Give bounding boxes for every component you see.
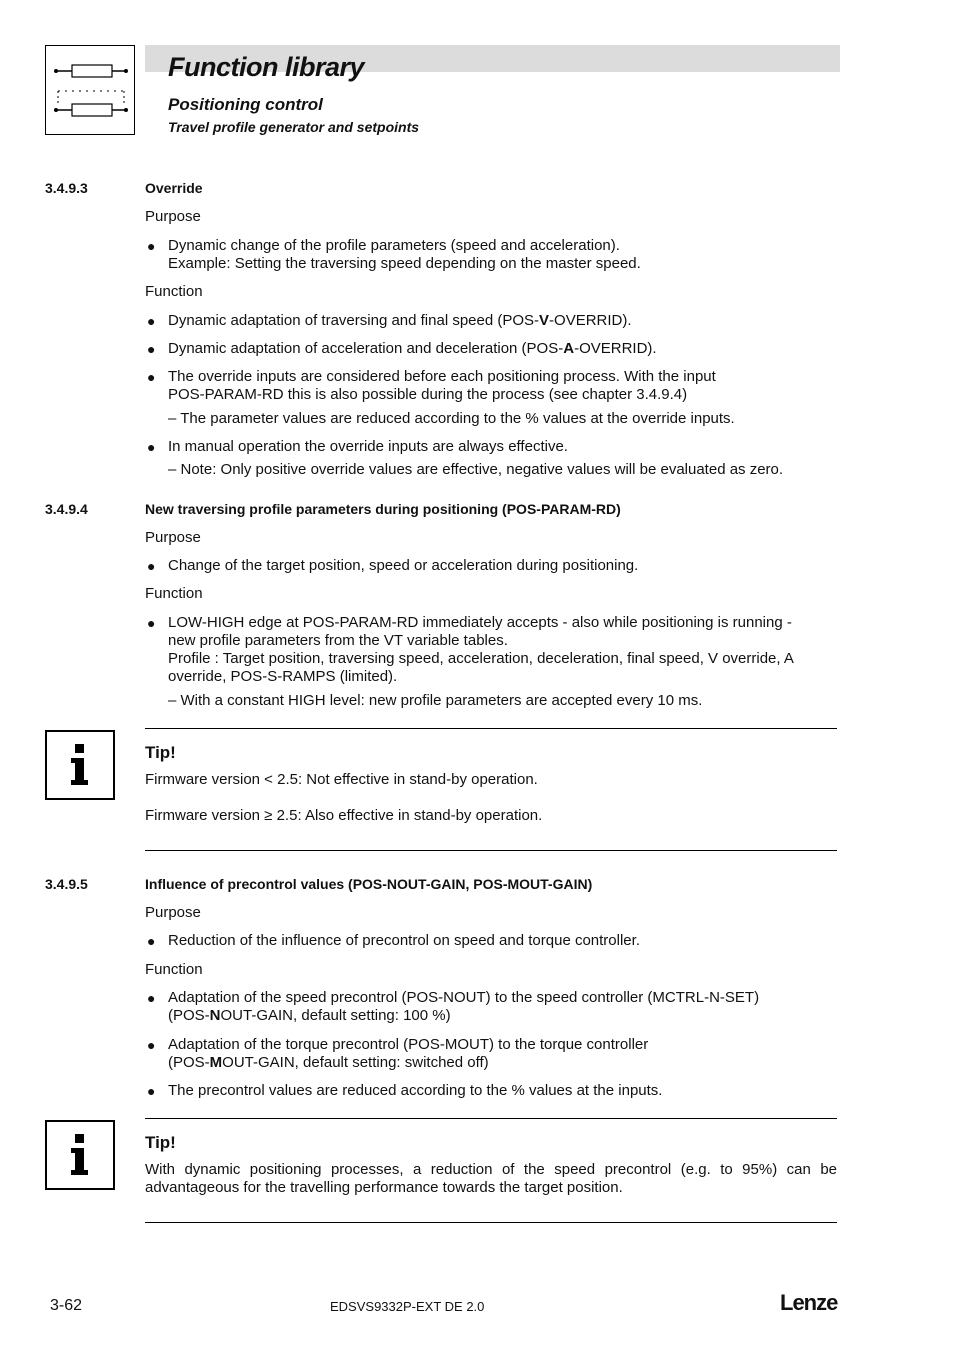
tip-text: Firmware version ≥ 2.5: Also effective in stand-by operation. [145,807,543,824]
function-item: In manual operation the override inputs are always effective. [168,438,568,455]
page-title: Function library [168,52,365,82]
bullet-icon: ● [147,1083,156,1099]
purpose-text: Reduction of the influence of precontrol on speed and torque controller. [168,932,640,949]
bullet-icon: ● [147,439,156,455]
bullet-icon: ● [147,369,156,385]
tip-title: Tip! [145,743,176,762]
purpose-label: Purpose [145,208,201,225]
function-subitem: – Note: Only positive override values are effective, negative values will be evaluated as zero. [168,461,784,478]
function-item: Adaptation of the torque precontrol (POS-MOUT) to the torque controller (POS-MOUT-GAIN, default setting: switched off) [168,1036,649,1071]
bullet-icon: ● [147,933,156,949]
section-title: Override [145,180,203,196]
divider [145,728,837,729]
purpose-text: Change of the target position, speed or acceleration during positioning. [168,557,639,574]
function-item: The override inputs are considered before each positioning process. With the input POS-PARAM-RD this is also possible during the process (see chapter 3.4.9.4) [168,368,716,403]
bullet-icon: ● [147,313,156,329]
section-title: New traversing profile parameters during positioning (POS-PARAM-RD) [145,501,621,517]
purpose-label: Purpose [145,529,201,546]
document-id: EDSVS9332P-EXT DE 2.0 [330,1299,485,1314]
function-item: Dynamic adaptation of traversing and final speed (POS-V-OVERRID). [168,312,632,329]
page-subsubtitle: Travel profile generator and setpoints [168,119,420,135]
page-number: 3-62 [50,1297,83,1314]
function-subitem: – With a constant HIGH level: new profile parameters are accepted every 10 ms. [168,692,703,709]
bullet-icon: ● [147,990,156,1006]
purpose-label: Purpose [145,904,201,921]
function-label: Function [145,961,203,978]
function-item: The precontrol values are reduced according to the % values at the inputs. [168,1082,663,1099]
bullet-icon: ● [147,341,156,357]
info-icon [45,730,115,800]
divider [145,850,837,851]
divider [145,1222,837,1223]
bullet-icon: ● [147,615,156,631]
tip-title: Tip! [145,1133,176,1152]
page-subtitle: Positioning control [168,95,323,114]
bullet-icon: ● [147,1037,156,1053]
function-label: Function [145,283,203,300]
section-number: 3.4.9.5 [45,876,88,892]
function-item: LOW-HIGH edge at POS-PARAM-RD immediately accepts - also while positioning is running - new profile parameters from the VT variable tables. Profile : Target position, traversing speed, acceleration, deceleration, final speed, V override, A override, POS-S-RAMPS (limited). [168,614,794,685]
section-number: 3.4.9.3 [45,180,88,196]
purpose-text: Dynamic change of the profile parameters (speed and acceleration). Example: Setting the traversing speed depending on the master speed. [168,237,641,272]
brand-logo: Lenze [780,1290,838,1315]
tip-text: With dynamic positioning processes, a reduction of the speed precontrol (e.g. to 95%) can be advantageous for the travelling performance towards the target position. [145,1161,837,1196]
bullet-icon: ● [147,238,156,254]
section-title: Influence of precontrol values (POS-NOUT-GAIN, POS-MOUT-GAIN) [145,876,593,892]
info-icon [45,1120,115,1190]
tip-text: Firmware version < 2.5: Not effective in stand-by operation. [145,771,538,788]
function-item: Adaptation of the speed precontrol (POS-NOUT) to the speed controller (MCTRL-N-SET) (POS-NOUT-GAIN, default setting: 100 %) [168,989,760,1024]
section-number: 3.4.9.4 [45,501,88,517]
bullet-icon: ● [147,558,156,574]
function-item: Dynamic adaptation of acceleration and deceleration (POS-A-OVERRID). [168,340,657,357]
function-subitem: – The parameter values are reduced according to the % values at the override inputs. [168,410,735,427]
function-block-logo-icon [45,45,135,135]
divider [145,1118,837,1119]
function-label: Function [145,585,203,602]
